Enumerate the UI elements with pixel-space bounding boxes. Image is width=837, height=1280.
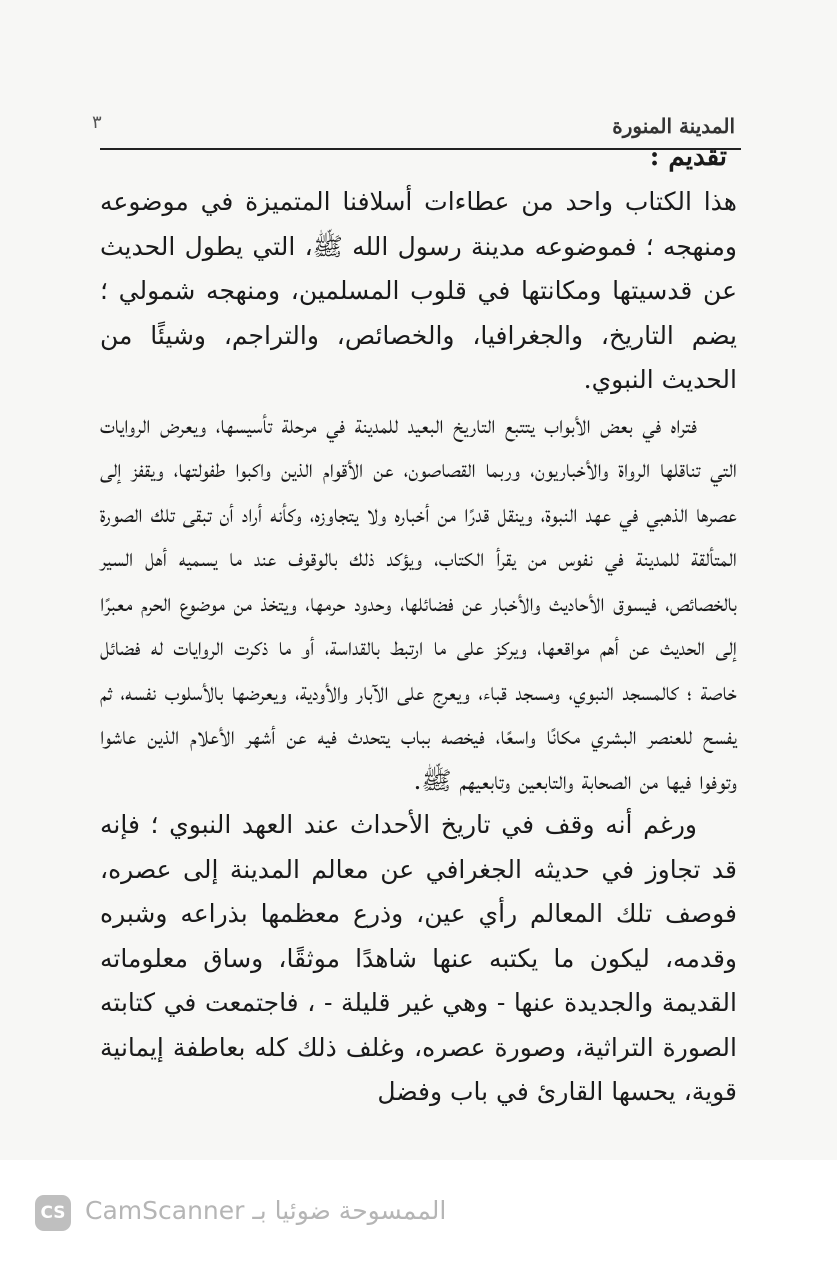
camscanner-logo-icon: CS [35,1195,71,1231]
body-text [100,180,737,1115]
paragraph: فتراه في بعض الأبواب يتتبع التاريخ البعيد للمدينة في مرحلة تأسيسها، ويعرض الروايات التي تناقلها الرواة والأخباريون، وربما القصاصون، عن الأقوام الذين واكبوا طفولتها، ويقفز إلى عصرها الذهبي في عهد النبوة، وينقل قدرًا من أخباره ولا يتجاوزه، وكأنه أراد أن تبقى تلك الصورة المتألقة للمدينة في نفوس من يقرأ الكتاب، ويؤكد ذلك بالوقوف عند ما يسميه أهل السير بالخصائص، فيسوق الأحاديث والأخبار عن فضائلها، وحدود حرمها، ويتخذ من موضوع الحرم معبرًا إلى الحديث عن أهم مواقعها، ويركز على ما ارتبط بالقداسة، أو ما ذكرت الروايات له فضائل خاصة ؛ كالمسجد النبوي، ومسجد قباء، ويعرج على الآبار والأودية، ويعرضها بالأسلوب نفسه، ثم يفسح للعنصر البشري مكانًا واسعًا، فيخصه بباب يتحدث فيه عن أشهر الأعلام الذين عاشوا وتوفوا فيها من الصحابة والتابعين وتابعيهم ﷺ. [100,409,737,795]
page-number: ٣ [92,112,102,133]
paragraph: هذا الكتاب واحد من عطاءات أسلافنا المتميزة في موضوعه ومنهجه ؛ فموضوعه مدينة رسول الله ﷺ، التي يطول الحديث عن قدسيتها ومكانتها في قلوب المسلمين، ومنهجه شمولي ؛ يضم التاريخ، والجغرافيا، والخصائص، والتراجم، وشيئًا من الحديث النبوي. [100,187,737,394]
header-title: المدينة المنورة [612,114,735,138]
section-heading: تقديم : [649,142,727,172]
watermark-text: الممسوحة ضوئيا بـ CamScanner [85,1196,447,1225]
header-rule [100,148,741,150]
scanner-watermark [0,1160,837,1280]
paragraph: ورغم أنه وقف في تاريخ الأحداث عند العهد النبوي ؛ فإنه قد تجاوز في حديثه الجغرافي عن معالم المدينة إلى عصره، فوصف تلك المعالم رأي عين، وذرع معظمها بذراعه وشبره وقدمه، ليكون ما يكتبه عنها شاهدًا موثقًا، وساق معلوماته القديمة والجديدة عنها - وهي غير قليلة - ، فاجتمعت في كتابته الصورة التراثية، وصورة عصره، وغلف ذلك كله بعاطفة إيمانية قوية، يحسها القارئ في باب وفضل [100,810,737,1106]
running-header [92,108,745,148]
